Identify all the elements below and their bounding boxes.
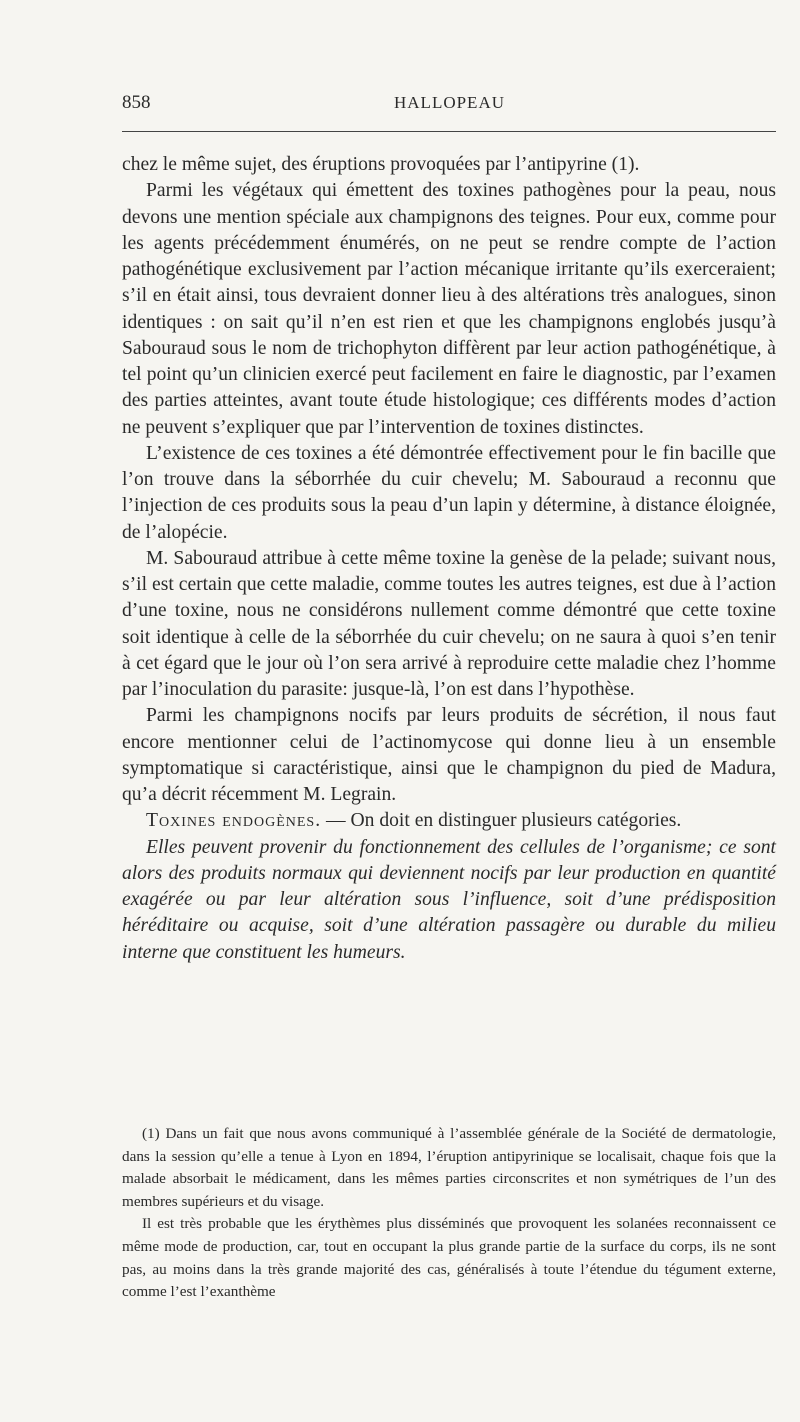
footnotes [122,1123,776,1304]
footnote-1: (1) Dans un fait que nous avons communiqué à l’assemblée générale de la Société de dermatologie, dans la session qu’elle a tenue à Lyon en 1894, l’éruption antipyrinique se localisait, chaque fois que la malade absorbait le médicament, dans les mêmes parties circonscrites et non symétriques de l’un des membres supérieurs et du visage. [122,1125,776,1210]
paragraph-4: M. Sabouraud attribue à cette même toxine la genèse de la pelade; suivant nous, s’il est certain que cette maladie, comme toutes les autres teignes, est due à l’action d’une toxine, nous ne considérons nullement comme démontré que cette toxine soit identique à celle de la séborrhée du cuir chevelu; on ne saura à quoi s’en tenir à cet égard que le jour où l’on sera arrivé à reproduire cette maladie chez l’homme par l’inoculation du parasite: jusque-là, l’on est dans l’hypothèse. [122,547,776,700]
paragraph-1: chez le même sujet, des éruptions provoquées par l’antipyrine (1). [122,154,640,175]
paragraph-5: Parmi les champignons nocifs par leurs produits de sécrétion, il nous faut encore mentionner celui de l’actinomycose qui donne lieu à un ensemble symptomatique si caractéristique, ainsi que le champignon du pied de Madura, qu’a décrit récemment M. Legrain. [122,705,776,805]
page-header [122,92,776,118]
paragraph-7: Elles peuvent provenir du fonctionnement des cellules de l’organisme; ce sont alors des produits normaux qui deviennent nocifs par leur production en quantité exagérée ou par leur altération sous l’influence, soit d’une prédisposition héréditaire ou acquise, soit d’une altération passagère ou durable du milieu interne que constituent les humeurs. [122,836,776,963]
paragraph-2: Parmi les végétaux qui émettent des toxines pathogènes pour la peau, nous devons une mention spéciale aux champignons des teignes. Pour eux, comme pour les agents précédemment énumérés, on ne peut se rendre compte de l’action pathogénétique exclusivement par l’action mécanique irritante qu’ils exerceraient; s’il en était ainsi, tous devraient donner lieu à des altérations très analogues, sinon identiques : on sait qu’il n’en est rien et que les champignons englobés jusqu’à Sabouraud sous le nom de trichophyton diffèrent par leur action pathogénétique, à tel point qu’un clinicien exercé peut facilement en faire le diagnostic, par l’examen des parties atteintes, avant toute étude histologique; ces différents modes d’action ne peuvent s’expliquer que par l’intervention de toxines distinctes. [122,180,776,438]
main-text [122,152,776,966]
section-heading-text: — On doit en distinguer plusieurs catégories. [321,810,682,832]
paragraph-6 [122,808,776,834]
page-number: 858 [122,92,151,113]
footnote-1-continued: Il est très probable que les érythèmes plus disséminés que provoquent les solanées reconnaissent ce même mode de production, car, tout en occupant la plus grande partie de la surface du corps, ils ne sont pas, au moins dans la très grande majorité des cas, généralisés à toute l’étendue du tégument externe, comme l’est l’exanthème [122,1215,776,1301]
section-heading: Toxines endogènes. [146,810,322,832]
running-head: HALLOPEAU [394,93,505,112]
header-rule [122,131,776,132]
paragraph-3: L’existence de ces toxines a été démontrée effectivement pour le fin bacille que l’on trouve dans la séborrhée du cuir chevelu; M. Sabouraud a reconnu que l’injection de ces produits sous la peau d’un lapin y détermine, à distance éloignée, de l’alopécie. [122,442,776,543]
